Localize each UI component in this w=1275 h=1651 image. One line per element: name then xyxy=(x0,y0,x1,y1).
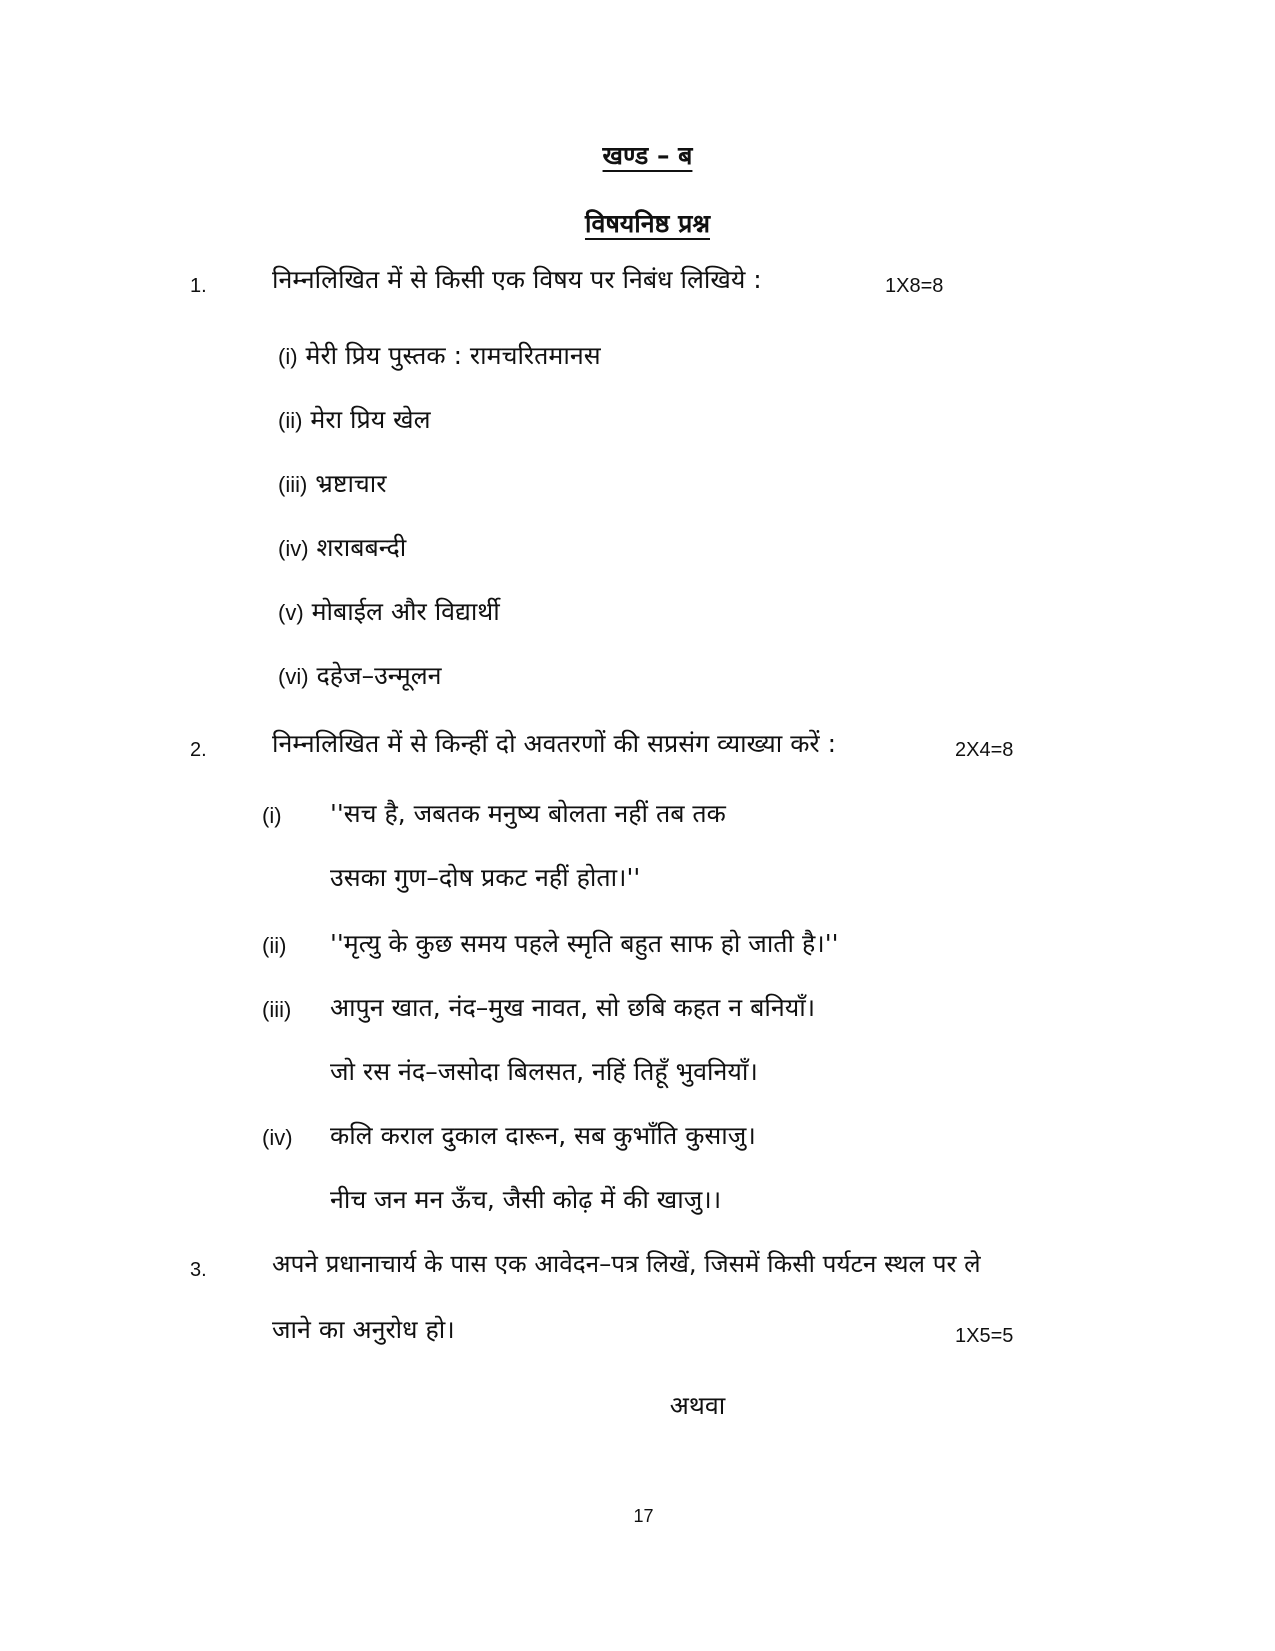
q2-passage-4-line-2: नीच जन मन ऊँच, जैसी कोढ़ में की खाजु।। xyxy=(330,1185,722,1214)
question-3-line-1: अपने प्रधानाचार्य के पास एक आवेदन–पत्र लिखें, जिसमें किसी पर्यटन स्थल पर ले xyxy=(272,1249,981,1278)
q2-passage-1-line-2: उसका गुण–दोष प्रकट नहीं होता।'' xyxy=(330,863,641,892)
q1-option-2-roman: (ii) xyxy=(278,408,303,433)
q1-option-5 xyxy=(278,596,500,629)
q1-option-5-text: मोबाईल और विद्यार्थी xyxy=(311,597,500,626)
q1-option-5-roman: (v) xyxy=(278,600,304,625)
q2-passage-2-line-1: ''मृत्यु के कुछ समय पहले स्मृति बहुत साफ हो जाती है।'' xyxy=(330,929,839,958)
q1-option-2-text: मेरा प्रिय खेल xyxy=(310,405,431,434)
q2-passage-1-roman: (i) xyxy=(262,803,282,828)
question-3-number: 3. xyxy=(190,1259,207,1281)
question-1-marks: 1X8=8 xyxy=(885,275,944,297)
q2-passage-3-line-1: आपुन खात, नंद–मुख नावत, सो छबि कहत न बनियाँ। xyxy=(330,993,816,1022)
q2-passage-4-line-1: कलि कराल दुकाल दारून, सब कुभाँति कुसाजु। xyxy=(330,1121,756,1150)
q2-passage-1-line-1: ''सच है, जबतक मनुष्य बोलता नहीं तब तक xyxy=(330,799,726,828)
q1-option-4-text: शराबबन्दी xyxy=(316,533,407,562)
section-subtitle: विषयनिष्ठ प्रश्न xyxy=(584,209,710,238)
q1-option-6-text: दहेज–उन्मूलन xyxy=(316,661,442,690)
question-1-number: 1. xyxy=(190,275,207,297)
q1-option-1 xyxy=(278,340,601,373)
q2-passage-3-line-2: जो रस नंद–जसोदा बिलसत, नहिं तिहूँ भुवनियाँ। xyxy=(330,1057,758,1086)
q2-passage-3-roman: (iii) xyxy=(262,997,292,1022)
question-1-text: निम्नलिखित में से किसी एक विषय पर निबंध लिखिये : xyxy=(272,265,762,294)
q2-passage-2-roman: (ii) xyxy=(262,933,287,958)
question-2-number: 2. xyxy=(190,739,207,761)
q1-option-6 xyxy=(278,660,442,693)
q2-passage-4-roman: (iv) xyxy=(262,1125,293,1150)
or-label: अथवा xyxy=(669,1391,726,1420)
question-2-marks: 2X4=8 xyxy=(955,739,1014,761)
page-number: 17 xyxy=(633,1506,654,1526)
q1-option-4-roman: (iv) xyxy=(278,536,309,561)
q1-option-1-text: मेरी प्रिय पुस्तक : रामचरितमानस xyxy=(305,341,601,370)
q1-option-3-text: भ्रष्टाचार xyxy=(315,469,387,498)
q1-option-4 xyxy=(278,532,406,565)
q1-option-3 xyxy=(278,468,387,501)
question-3-line-2: जाने का अनुरोध हो। xyxy=(272,1315,455,1344)
q1-option-3-roman: (iii) xyxy=(278,472,308,497)
question-2-text: निम्नलिखित में से किन्हीं दो अवतरणों की सप्रसंग व्याख्या करें : xyxy=(272,729,836,758)
question-3-marks: 1X5=5 xyxy=(955,1325,1014,1347)
section-title: खण्ड – ब xyxy=(602,141,693,170)
q1-option-1-roman: (i) xyxy=(278,344,298,369)
q1-option-2 xyxy=(278,404,431,437)
q1-option-6-roman: (vi) xyxy=(278,664,309,689)
